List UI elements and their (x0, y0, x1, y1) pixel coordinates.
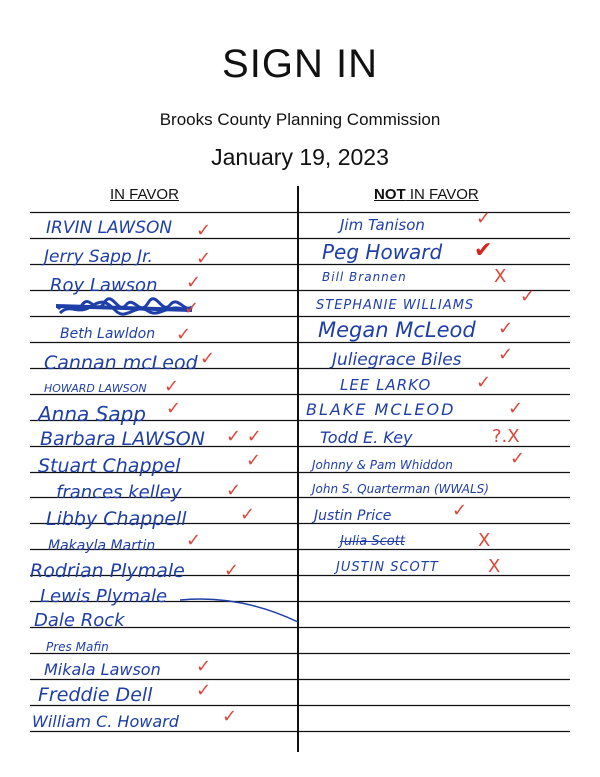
signature-in-favor: Mikala Lawson (44, 660, 161, 679)
signature-not-in-favor: Peg Howard (322, 240, 443, 264)
check-mark: ✓ (476, 208, 492, 229)
signature-not-in-favor: Johnny & Pam Whiddon (312, 458, 453, 472)
scribbled-signature-icon (56, 297, 194, 319)
signature-not-in-favor: LEE LARKO (340, 376, 432, 394)
page-title: SIGN IN (222, 42, 378, 86)
x-mark: ?.X (492, 426, 520, 447)
check-mark: ✓ (240, 504, 256, 525)
signature-in-favor: Pres Mafin (46, 640, 109, 654)
check-mark: ✓ (520, 286, 536, 307)
check-mark: ✓ (246, 450, 262, 471)
x-mark: X (478, 530, 491, 551)
signature-in-favor: Anna Sapp (38, 402, 146, 426)
signature-in-favor: Jerry Sapp Jr. (44, 247, 153, 267)
signature-in-favor: frances kelley (56, 482, 182, 503)
check-mark: ✓ (498, 318, 514, 339)
check-mark: ✓ (196, 248, 212, 269)
check-mark: ✓ (222, 706, 238, 727)
signature-not-in-favor: John S. Quarterman (WWALS) (312, 482, 489, 496)
signature-in-favor: Rodrian Plymale (30, 560, 185, 582)
signature-not-in-favor: Megan McLeod (318, 318, 476, 342)
organization-name: Brooks County Planning Commission (159, 110, 441, 129)
check-mark: ✓ (508, 398, 524, 419)
signature-in-favor: Dale Rock (34, 610, 125, 631)
check-mark: ✓ (166, 398, 182, 419)
meeting-date: January 19, 2023 (211, 144, 389, 170)
check-mark: ✓ (196, 680, 212, 701)
signature-in-favor: HOWARD LAWSON (44, 382, 147, 395)
not-in-favor-heading-bold: NOT (374, 186, 406, 203)
signature-in-favor: William C. Howard (32, 712, 179, 731)
check-mark: ✓ (224, 560, 240, 581)
signature-in-favor: Stuart Chappel (38, 455, 181, 477)
check-mark: ✓ (164, 376, 180, 397)
signature-not-in-favor: Jim Tanison (340, 216, 425, 234)
signature-not-in-favor: Todd E. Key (320, 428, 413, 447)
check-mark: ✓ (186, 272, 202, 293)
signature-not-in-favor-crossed: Julia Scott (340, 534, 405, 549)
check-mark: ✓ (196, 220, 212, 241)
x-mark: X (488, 556, 501, 577)
check-mark: ✓ (184, 298, 200, 319)
heavy-check-mark: ✔ (474, 238, 493, 263)
signature-not-in-favor: Justin Price (314, 508, 392, 524)
signature-in-favor: Roy Lawson (50, 275, 158, 296)
signature-in-favor: Beth Lawldon (60, 326, 156, 342)
signature-not-in-favor: Bill Brannen (322, 270, 407, 284)
signature-in-favor: Lewis Plymale (40, 586, 168, 607)
check-mark: ✓ (196, 656, 212, 677)
not-in-favor-heading-rest: IN FAVOR (405, 186, 479, 203)
signature-in-favor: Libby Chappell (46, 508, 187, 530)
in-favor-heading-text: IN FAVOR (110, 186, 179, 203)
check-mark: ✓ (498, 344, 514, 365)
signature-flourish-icon (180, 596, 300, 626)
signature-not-in-favor: Juliegrace Biles (332, 350, 462, 370)
signature-in-favor: IRVIN LAWSON (46, 218, 173, 238)
check-mark: ✓ (200, 348, 216, 369)
signature-in-favor: Freddie Dell (38, 684, 153, 706)
signature-not-in-favor: STEPHANIE WILLIAMS (316, 298, 475, 313)
signature-in-favor: Barbara LAWSON (40, 428, 205, 450)
signature-in-favor: Makayla Martin (48, 538, 156, 554)
signature-not-in-favor: JUSTIN SCOTT (336, 560, 439, 575)
check-mark: ✓ (176, 324, 192, 345)
check-mark: ✓ (226, 480, 242, 501)
check-mark: ✓ (510, 448, 526, 469)
signature-not-in-favor: BLAKE MCLEOD (306, 400, 456, 419)
check-mark: ✓ (476, 372, 492, 393)
check-mark: ✓ (452, 500, 468, 521)
check-mark: ✓ ✓ (226, 426, 262, 447)
check-mark: ✓ (186, 530, 202, 551)
column-divider (297, 186, 299, 752)
signature-in-favor: Cannan mcLeod (44, 352, 198, 374)
x-mark: X (494, 266, 507, 287)
